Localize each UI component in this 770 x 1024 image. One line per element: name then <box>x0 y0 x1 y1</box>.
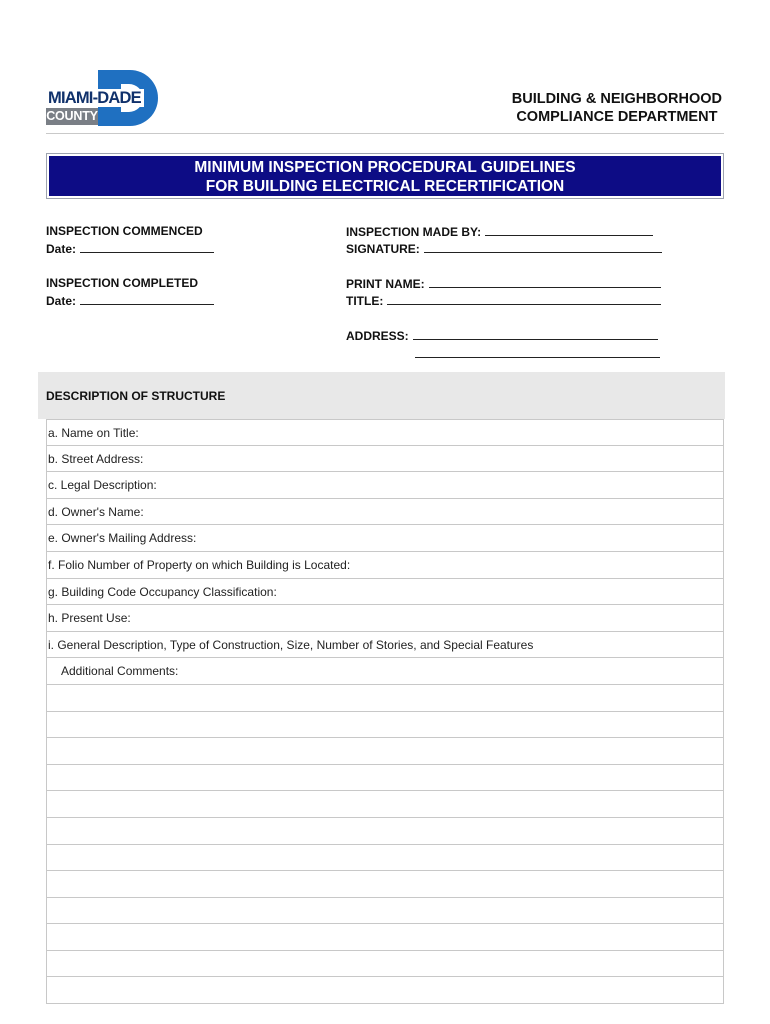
commenced-date-line[interactable] <box>80 241 214 253</box>
address-field[interactable] <box>346 328 658 343</box>
comment-row[interactable] <box>46 685 724 712</box>
title-label: TITLE: <box>346 294 384 308</box>
comment-row[interactable] <box>46 845 724 872</box>
comment-row[interactable] <box>46 765 724 792</box>
structure-row-owners-mailing-address[interactable]: e. Owner's Mailing Address: <box>46 525 724 552</box>
structure-row-additional-comments[interactable]: Additional Comments: <box>46 658 724 685</box>
address-field-second[interactable] <box>415 346 660 361</box>
inspection-made-by-line[interactable] <box>485 224 653 236</box>
miami-dade-county-logo <box>46 70 160 126</box>
structure-row-folio-number[interactable]: f. Folio Number of Property on which Building is Located: <box>46 552 724 579</box>
structure-row-owners-name[interactable]: d. Owner's Name: <box>46 499 724 526</box>
inspection-made-by-label: INSPECTION MADE BY: <box>346 225 482 239</box>
structure-row-name-on-title[interactable]: a. Name on Title: <box>46 419 724 446</box>
inspection-commenced-label: INSPECTION COMMENCED <box>46 224 203 238</box>
title-line[interactable] <box>387 293 661 305</box>
department-line-1: BUILDING & NEIGHBORHOOD <box>511 91 722 107</box>
comment-row[interactable] <box>46 791 724 818</box>
address-line-1[interactable] <box>413 328 658 340</box>
commenced-date-label: Date: <box>46 242 77 256</box>
address-line-2[interactable] <box>415 346 660 358</box>
signature-label: SIGNATURE: <box>346 242 420 256</box>
structure-row-general-description[interactable]: i. General Description, Type of Construction, Size, Number of Stories, and Special Features <box>46 632 724 659</box>
completed-date-field[interactable] <box>46 293 214 308</box>
structure-heading: DESCRIPTION OF STRUCTURE <box>46 389 226 403</box>
completed-date-label: Date: <box>46 294 77 308</box>
department-name <box>512 90 722 126</box>
logo-text-miami-dade: MIAMI-DADE <box>46 89 144 107</box>
inspection-made-by-field[interactable] <box>346 224 653 239</box>
banner-title-line-2: FOR BUILDING ELECTRICAL RECERTIFICATION <box>205 178 565 195</box>
commenced-date-field[interactable] <box>46 241 214 256</box>
structure-row-occupancy-classification[interactable]: g. Building Code Occupancy Classification: <box>46 579 724 606</box>
structure-table <box>46 419 724 1004</box>
comment-row[interactable] <box>46 738 724 765</box>
completed-date-line[interactable] <box>80 293 214 305</box>
title-banner <box>46 153 724 199</box>
structure-row-present-use[interactable]: h. Present Use: <box>46 605 724 632</box>
comment-row[interactable] <box>46 898 724 925</box>
structure-row-legal-description[interactable]: c. Legal Description: <box>46 472 724 499</box>
comment-row[interactable] <box>46 818 724 845</box>
print-name-line[interactable] <box>429 276 661 288</box>
banner-title-line-1: MINIMUM INSPECTION PROCEDURAL GUIDELINES <box>194 159 576 176</box>
inspection-completed-label: INSPECTION COMPLETED <box>46 276 199 290</box>
comment-row[interactable] <box>46 712 724 739</box>
comment-row[interactable] <box>46 977 724 1004</box>
logo-text-county: COUNTY <box>46 109 98 123</box>
print-name-label: PRINT NAME: <box>346 277 425 291</box>
signature-line[interactable] <box>424 241 662 253</box>
signature-field[interactable] <box>346 241 662 256</box>
structure-section-header <box>38 372 725 419</box>
comment-row[interactable] <box>46 871 724 898</box>
title-field[interactable] <box>346 293 661 308</box>
address-label: ADDRESS: <box>346 329 409 343</box>
comment-row[interactable] <box>46 951 724 978</box>
header-divider <box>46 133 724 134</box>
department-line-2: COMPLIANCE DEPARTMENT <box>516 109 718 125</box>
print-name-field[interactable] <box>346 276 661 291</box>
comment-row[interactable] <box>46 924 724 951</box>
structure-row-street-address[interactable]: b. Street Address: <box>46 446 724 473</box>
